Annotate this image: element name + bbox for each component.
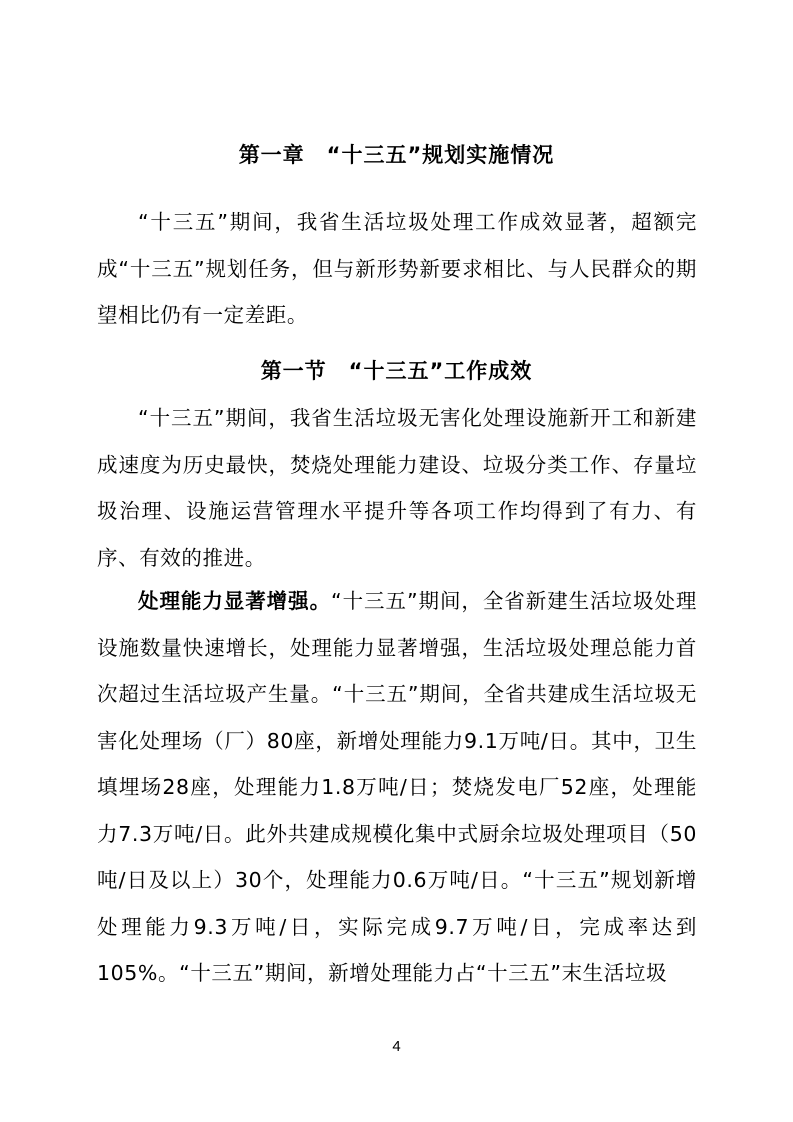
capacity-body: “十三五”期间，全省新建生活垃圾处理设施数量快速增长，处理能力显著增强，生活垃圾处理总能力首次超过生活垃圾产生量。“十三五”期间，全省共建成生活垃圾无害化处理场（厂）80座，新增处理能力9.1万吨/日。其中，卫生填埋场28座，处理能力1.8万吨/日；焚烧发电厂52座，处理能力7.3万吨/日。此外共建成规模化集中式厨余垃圾处理项目（50吨/日及以上）30个，处理能力0.6万吨/日。“十三五”规划新增处理能力9.3万吨/日，实际完成9.7万吨/日，完成率达到105%。“十三五”期间，新增处理能力占“十三五”末生活垃圾 bbox=[97, 589, 697, 985]
page-number: 4 bbox=[392, 1038, 401, 1055]
section-paragraph: “十三五”期间，我省生活垃圾无害化处理设施新开工和新建成速度为历史最快，焚烧处理能力建设、垃圾分类工作、存量垃圾治理、设施运营管理水平提升等各项工作均得到了有力、有序、有效的推进。 bbox=[97, 406, 697, 570]
section-title: 第一节 “十三五”工作成效 bbox=[260, 359, 533, 383]
chapter-title: 第一章 “十三五”规划实施情况 bbox=[238, 143, 555, 167]
capacity-lead: 处理能力显著增强。 bbox=[138, 589, 332, 613]
intro-paragraph: “十三五”期间，我省生活垃圾处理工作成效显著，超额完成“十三五”规划任务，但与新形势新要求相比、与人民群众的期望相比仍有一定差距。 bbox=[97, 210, 697, 327]
capacity-paragraph bbox=[97, 578, 697, 997]
